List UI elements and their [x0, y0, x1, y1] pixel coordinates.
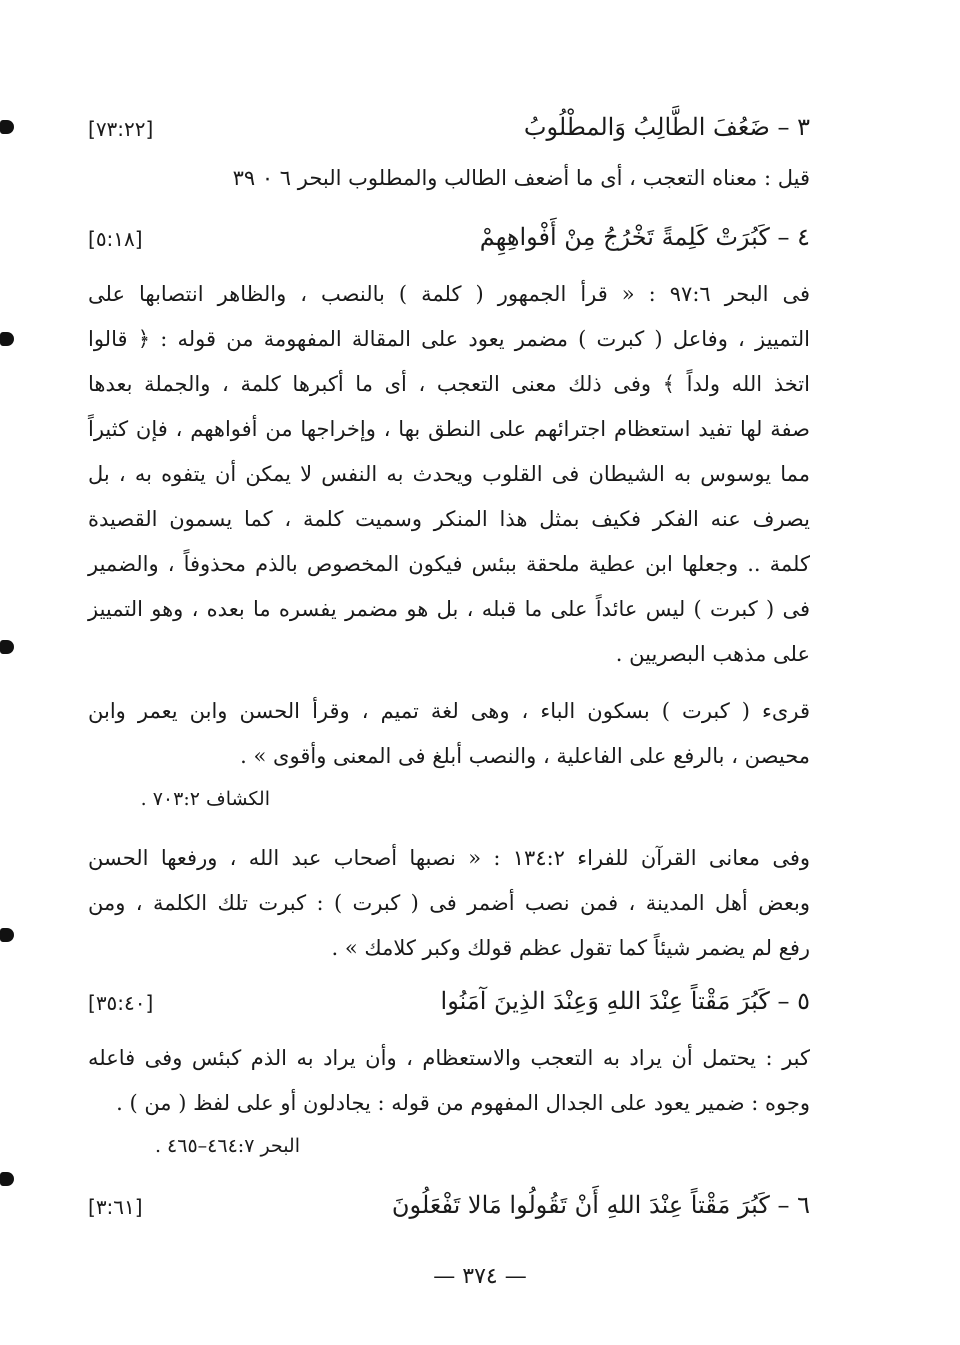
verse-reference: [٧٣:٢٢] — [88, 117, 154, 141]
body-line: اتخذ الله ولداً ﴾ وفى ذلك معنى التعجب ، أى ما أكبرها كلمة ، والجملة بعدها — [88, 372, 810, 396]
body-line: قيل : معناه التعجب ، أى ما أضعف الطالب والمطلوب البحر ٦ ۰ ٣٩ — [232, 166, 810, 190]
body-line: وبعض أهل المدينة ، فمن نصب أضمر فى ( كبرت ) : كبرت تلك الكلمة ، ومن — [88, 891, 810, 915]
verse-reference: [٣:٦١] — [88, 1195, 143, 1219]
scan-mark — [0, 120, 14, 134]
body-line: كبر : يحتمل أن يراد به التعجب والاستعظام ، وأن يراد به الذم كبئس وفى فاعله — [88, 1046, 810, 1070]
scan-mark — [0, 928, 14, 942]
verse-reference: [٥:١٨] — [88, 227, 143, 251]
body-line: وفى معانى القرآن للفراء ١٣٤:٢ : « نصبها أصحاب عبد الله ، ورفعها الحسن — [88, 846, 811, 870]
page-number: — ٣٧٤ — — [433, 1264, 527, 1289]
body-line: رفع لم يضمر شيئاً كما تقول عظم قولك وكبر كلامك » . — [331, 936, 810, 960]
scan-mark — [0, 332, 14, 346]
body-line: مما يوسوس به الشيطان فى القلوب ويحدث به النفس لا يمكن أن يتفوه به ، بل — [88, 462, 810, 486]
body-line: فى ( كبرت ) ليس عائداً على ما قبله ، بل هو مضمر يفسره ما بعده ، وهو التمييز — [88, 597, 810, 621]
scan-mark — [0, 1172, 14, 1186]
body-line: صفة لها تفيد استعظام اجترائهم على النطق بها ، وإخراجها من أفواههم ، فإن كثيراً — [88, 417, 810, 441]
body-line: فى البحر ٩٧:٦ : « قرأ الجمهور ( كلمة ) بالنصب ، والظاهر انتصابها على — [88, 282, 811, 306]
body-line: وجوه : ضمير يعود على الجدال المفهوم من قوله : يجادلون أو على لفظ ( من ) . — [116, 1091, 810, 1115]
source-citation: الكشاف ٧٠٣:٢ . — [140, 788, 270, 810]
body-line: كلمة .. وجعلها ابن عطية ملحقة ببئس فيكون المخصوص بالذم محذوفاً ، والضمير — [88, 552, 810, 576]
body-line: التمييز ، وفاعل ( كبرت ) مضمر يعود على المقالة المفهومة من قوله : ﴿ قالوا — [88, 327, 810, 351]
body-line: محيصن ، بالرفع على الفاعلية ، والنصب أبلغ فى المعنى وأقوى » . — [240, 744, 810, 768]
source-citation: البحر ٤٦٤:٧–٤٦٥ . — [154, 1135, 300, 1157]
body-line: يصرف عنه الفكر فكيف بمثل هذا المنكر وسميت كلمة ، كما يسمون القصيدة — [88, 507, 810, 531]
verse-heading: ٤ – كَبُرَتْ كَلِمةً تَخْرُجُ مِنْ أَفْواهِهِمْ — [479, 223, 810, 251]
scan-mark — [0, 640, 14, 654]
verse-heading: ٦ – كَبُرَ مَقْتاً عِنْدَ اللهِ أَنْ تَقُولُوا مَالا تَفْعَلُونَ — [391, 1191, 810, 1219]
verse-reference: [٣٥:٤٠] — [88, 991, 154, 1015]
body-line: قرىء ( كبرت ) بسكون الباء ، وهى لغة تميم ، وقرأ الحسن وابن يعمر وابن — [88, 699, 810, 723]
body-line: على مذهب البصريين . — [615, 642, 810, 666]
verse-heading: ٥ – كَبُرَ مَقْتاً عِنْدَ اللهِ وَعِنْدَ الذِينَ آمَنُوا — [440, 987, 810, 1015]
verse-heading: ٣ – ضَعُفَ الطَّالِبُ وَالمطْلُوبُ — [523, 113, 810, 141]
